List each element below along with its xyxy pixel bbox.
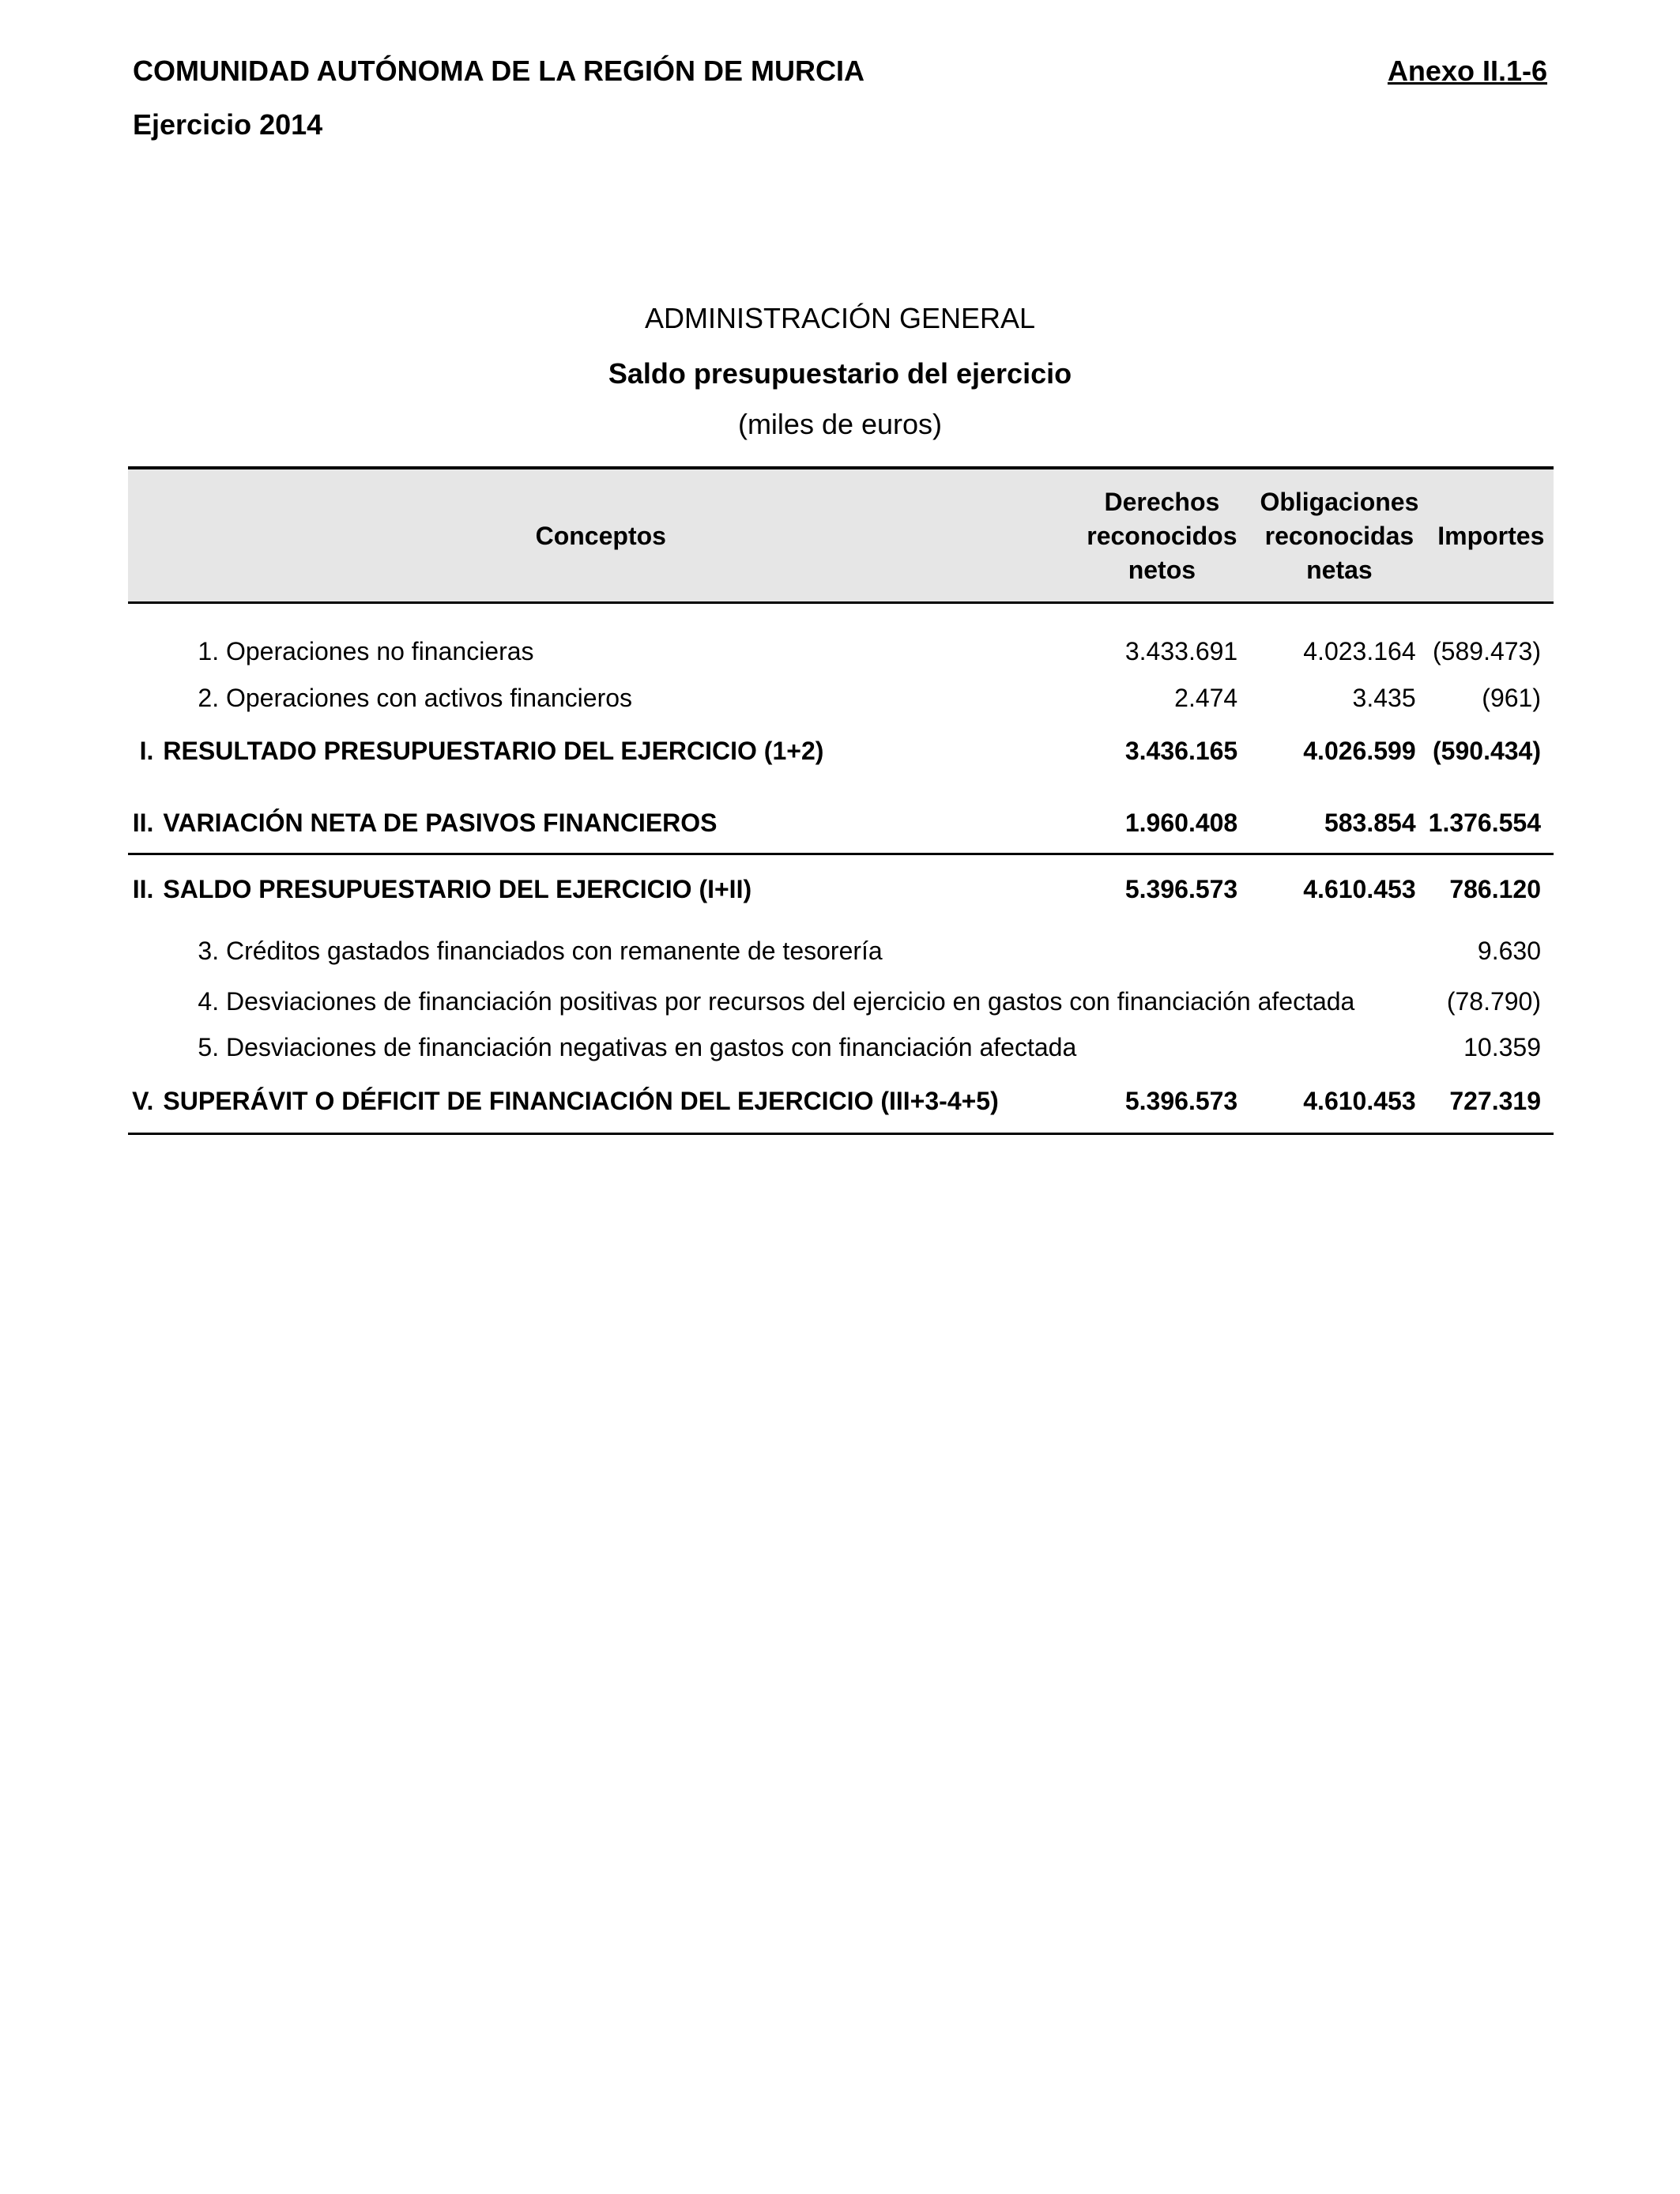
header-rights-line2: reconocidos bbox=[1087, 522, 1237, 550]
row-roman: II. bbox=[132, 809, 154, 838]
entity-name: COMUNIDAD AUTÓNOMA DE LA REGIÓN DE MURCIA bbox=[133, 55, 864, 87]
fiscal-year: Ejercicio 2014 bbox=[133, 108, 323, 141]
header-rights-line3: netos bbox=[1128, 556, 1196, 584]
row-label: SALDO PRESUPUESTARIO DEL EJERCICIO (I+II) bbox=[163, 854, 1073, 924]
table-row-subtotal bbox=[128, 794, 1554, 854]
budget-balance-table bbox=[128, 466, 1554, 1135]
row-rights: 5.396.573 bbox=[1074, 1071, 1251, 1134]
header-amounts: Importes bbox=[1429, 468, 1554, 603]
row-obligations: 4.610.453 bbox=[1250, 1071, 1428, 1134]
row-label: 5. Desviaciones de financiación negativas en gastos con financiación afectada bbox=[198, 1033, 1077, 1061]
row-roman bbox=[128, 675, 163, 722]
row-rights: 3.436.165 bbox=[1124, 737, 1238, 765]
row-amount: 9.630 bbox=[1477, 937, 1541, 965]
row-label: 3. Créditos gastados financiados con remanente de tesorería bbox=[198, 937, 883, 965]
header-rights bbox=[1074, 468, 1251, 603]
row-amount: (78.790) bbox=[1446, 987, 1541, 1016]
row-label: RESULTADO PRESUPUESTARIO DEL EJERCICIO (1+2) bbox=[163, 737, 824, 765]
row-amount: (961) bbox=[1482, 683, 1541, 712]
table-row bbox=[128, 628, 1554, 675]
row-roman bbox=[128, 924, 163, 979]
row-rights: 5.396.573 bbox=[1074, 854, 1251, 924]
table-row-total bbox=[128, 1071, 1554, 1134]
row-roman: V. bbox=[128, 1071, 163, 1134]
row-obligations: 583.854 bbox=[1324, 809, 1416, 838]
table-titles bbox=[0, 303, 1680, 440]
row-rights: 2.474 bbox=[1174, 683, 1238, 712]
header-obligations-line2: reconocidas bbox=[1264, 522, 1414, 550]
row-obligations: 4.023.164 bbox=[1303, 636, 1416, 665]
row-amount: 10.359 bbox=[1463, 1033, 1541, 1061]
header-obligations-line1: Obligaciones bbox=[1260, 488, 1419, 516]
header-concepts: Conceptos bbox=[128, 468, 1074, 603]
row-amount: 786.120 bbox=[1429, 854, 1554, 924]
header-rights-line1: Derechos bbox=[1104, 488, 1220, 516]
row-rights: 3.433.691 bbox=[1124, 636, 1238, 665]
table-row-total bbox=[128, 854, 1554, 924]
row-obligations: 4.610.453 bbox=[1250, 854, 1428, 924]
table-header-row bbox=[128, 468, 1554, 603]
units-note: (miles de euros) bbox=[737, 408, 943, 440]
row-label: 1. Operaciones no financieras bbox=[198, 636, 534, 665]
row-roman bbox=[128, 979, 163, 1025]
row-roman: II. bbox=[128, 854, 163, 924]
row-roman: I. bbox=[139, 737, 154, 765]
header-obligations-line3: netas bbox=[1306, 556, 1373, 584]
main-title: ADMINISTRACIÓN GENERAL bbox=[644, 302, 1036, 334]
row-label: 4. Desviaciones de financiación positivas por recursos del ejercicio en gastos con financiación afectada bbox=[198, 987, 1355, 1016]
row-rights: 1.960.408 bbox=[1124, 809, 1238, 838]
annex-reference: Anexo II.1-6 bbox=[1387, 55, 1547, 87]
row-roman bbox=[128, 1025, 163, 1071]
row-label: SUPERÁVIT O DÉFICIT DE FINANCIACIÓN DEL EJERCICIO (III+3-4+5) bbox=[163, 1071, 1073, 1134]
document-header bbox=[133, 57, 864, 164]
row-amount: (590.434) bbox=[1433, 737, 1541, 765]
table-row bbox=[128, 979, 1554, 1025]
row-roman bbox=[128, 628, 163, 675]
table-row bbox=[128, 1025, 1554, 1071]
row-amount: (589.473) bbox=[1433, 636, 1541, 665]
row-amount: 727.319 bbox=[1429, 1071, 1554, 1134]
subtitle: Saldo presupuestario del ejercicio bbox=[608, 357, 1072, 390]
table-row bbox=[128, 924, 1554, 979]
table-row-subtotal bbox=[128, 722, 1554, 782]
header-obligations bbox=[1250, 468, 1428, 603]
row-label: 2. Operaciones con activos financieros bbox=[198, 683, 633, 712]
row-amount: 1.376.554 bbox=[1428, 809, 1541, 838]
row-obligations: 4.026.599 bbox=[1303, 737, 1416, 765]
table-row bbox=[128, 675, 1554, 722]
row-label: VARIACIÓN NETA DE PASIVOS FINANCIEROS bbox=[163, 809, 718, 838]
row-obligations: 3.435 bbox=[1352, 683, 1416, 712]
